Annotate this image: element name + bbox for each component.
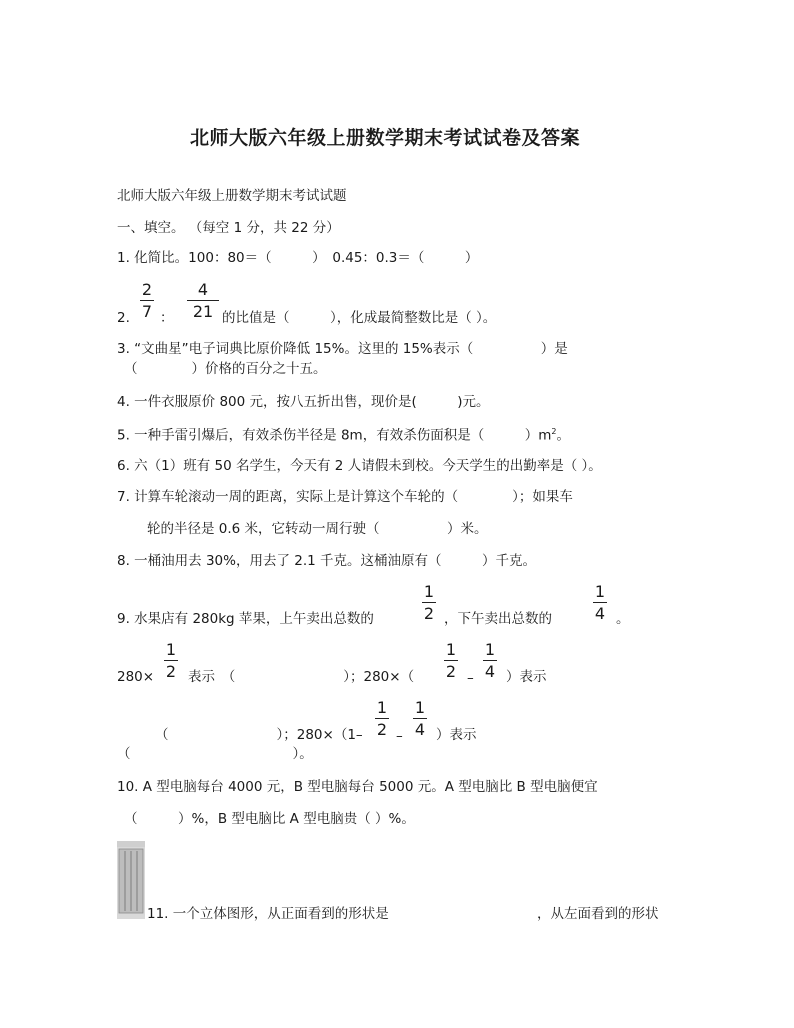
question-3-line-2: （ ）价格的百分之十五。 <box>124 361 327 377</box>
document-subtitle: 北师大版六年级上册数学期末考试试题 <box>117 188 347 204</box>
q9-fraction-quarter <box>591 584 609 622</box>
cube-stack-image <box>117 841 145 919</box>
question-4: 4. 一件衣服原价 800 元，按八五折出售，现价是( )元。 <box>117 394 490 410</box>
q9-line2-fraction-half-b <box>442 642 460 680</box>
fraction-numerator: 1 <box>484 640 496 659</box>
question-6: 6. 六（1）班有 50 名学生，今天有 2 人请假未到校。今天学生的出勤率是（ ）。 <box>117 458 602 474</box>
fraction-denominator: 4 <box>594 604 606 624</box>
q5-superscript: 2 <box>551 427 557 436</box>
fraction-denominator: 2 <box>376 720 388 740</box>
q2-fraction-2 <box>186 282 220 320</box>
fraction-denominator: 7 <box>141 302 153 322</box>
q5-end: 。 <box>556 427 570 444</box>
q5-text: 5. 一种手雷引爆后，有效杀伤半径是 8m，有效杀伤面积是（ ）m <box>117 427 552 444</box>
q9-line3-minus: – <box>396 728 403 744</box>
question-8: 8. 一桶油用去 30%，用去了 2.1 千克。这桶油原有（ ）千克。 <box>117 553 537 569</box>
question-11-text-a: 11. 一个立体图形，从正面看到的形状是 <box>147 906 389 922</box>
fraction-numerator: 2 <box>141 280 153 299</box>
question-10-line-2: （ ）%，B 型电脑比 A 型电脑贵（ ）%。 <box>124 811 415 827</box>
q9-line2-c: ）表示 <box>506 669 547 685</box>
fraction-numerator: 1 <box>165 640 177 659</box>
question-10-line-1: 10. A 型电脑每台 4000 元，B 型电脑每台 5000 元。A 型电脑比 B 型电脑便宜 <box>117 779 598 795</box>
q9-line3-fraction-half <box>373 700 391 738</box>
fraction-denominator: 21 <box>192 302 214 322</box>
fraction-denominator: 2 <box>423 604 435 624</box>
q9-fraction-half <box>420 584 438 622</box>
fraction-numerator: 1 <box>414 698 426 717</box>
fraction-numerator: 4 <box>197 280 209 299</box>
question-5 <box>117 428 570 443</box>
q9-line2-a: 280× <box>117 669 155 685</box>
question-11-text-b: ，从左面看到的形状 <box>537 906 659 922</box>
q2-text: 的比值是（ ），化成最简整数比是（ ）。 <box>222 310 497 326</box>
q9-line3-c: ）表示 <box>436 727 477 743</box>
question-1: 1. 化简比。100：80＝（ ） 0.45：0.3＝（ ） <box>117 250 479 266</box>
q9-line2-fraction-half <box>162 642 180 680</box>
q2-fraction-1 <box>138 282 156 320</box>
q9-text-b: ，下午卖出总数的 <box>444 611 552 627</box>
q9-line3-fraction-quarter <box>411 700 429 738</box>
fraction-denominator: 2 <box>445 662 457 682</box>
fraction-denominator: 4 <box>484 662 496 682</box>
q9-text-c: 。 <box>616 611 630 627</box>
q9-line2-b: 表示 （ ）；280×（ <box>188 669 415 685</box>
fraction-denominator: 2 <box>165 662 177 682</box>
section-heading: 一、填空。 （每空 1 分，共 22 分） <box>117 220 340 236</box>
question-3-line-1: 3. “文曲星”电子词典比原价降低 15%。这里的 15%表示（ ）是 <box>117 341 568 357</box>
fraction-numerator: 1 <box>445 640 457 659</box>
q2-separator: ： <box>160 310 174 326</box>
q9-line4: （ ）。 <box>117 746 313 762</box>
fraction-numerator: 1 <box>423 582 435 601</box>
q9-text-a: 9. 水果店有 280kg 苹果，上午卖出总数的 <box>117 611 374 627</box>
document-title: 北师大版六年级上册数学期末考试试卷及答案 <box>190 127 581 149</box>
fraction-numerator: 1 <box>376 698 388 717</box>
question-7-line-1: 7. 计算车轮滚动一周的距离，实际上是计算这个车轮的（ ）；如果车 <box>117 489 573 505</box>
q9-line2-minus: – <box>467 670 474 686</box>
q2-prefix: 2. <box>117 310 130 326</box>
fraction-numerator: 1 <box>594 582 606 601</box>
fraction-denominator: 4 <box>414 720 426 740</box>
question-7-line-2: 轮的半径是 0.6 米，它转动一周行驶（ ）米。 <box>147 521 488 537</box>
q9-line3-a: （ ）；280×（1– <box>155 727 363 743</box>
q9-line2-fraction-quarter <box>481 642 499 680</box>
